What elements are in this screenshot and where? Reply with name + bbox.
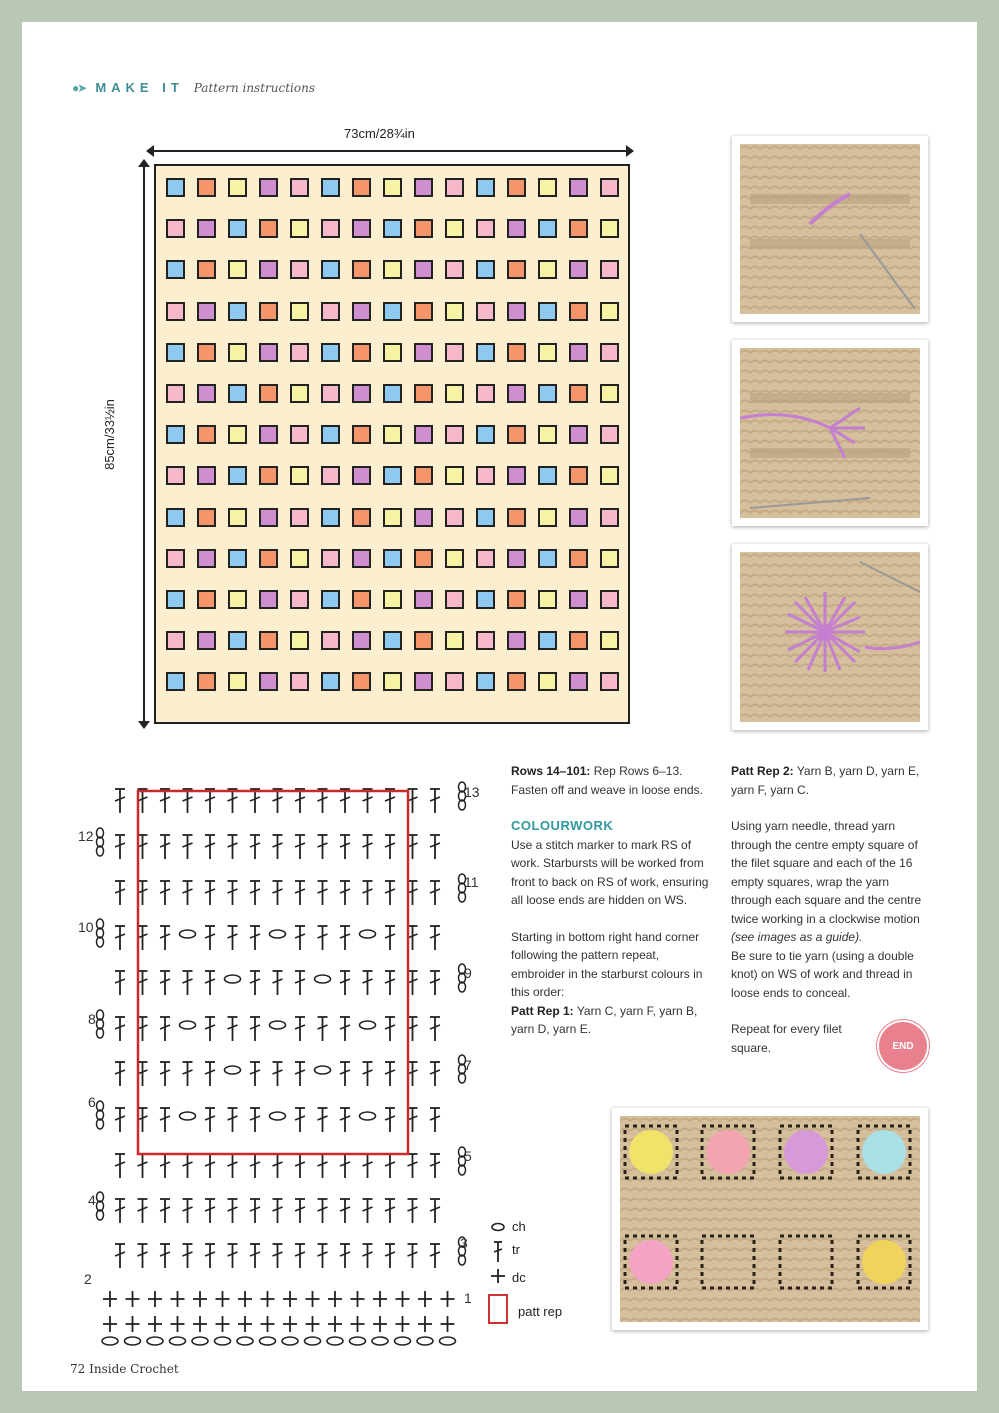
blanket-square xyxy=(414,425,433,444)
blanket-square xyxy=(445,590,464,609)
text-column-1 xyxy=(511,762,711,1039)
instruction-paragraph-2: Be sure to tie yarn (using a double knot) on WS of work and thread in loose ends to conceal. xyxy=(731,948,914,1000)
blanket-square xyxy=(538,178,557,197)
blanket-square xyxy=(507,549,526,568)
chain-stitch xyxy=(125,1337,141,1345)
blanket-square xyxy=(383,343,402,362)
blanket-square xyxy=(383,302,402,321)
blanket-square xyxy=(166,178,185,197)
blanket-square xyxy=(383,631,402,650)
blanket-square xyxy=(538,549,557,568)
chain-stitch xyxy=(180,1112,196,1120)
blanket-square xyxy=(507,260,526,279)
blanket-square xyxy=(600,302,619,321)
blanket-square xyxy=(445,178,464,197)
blanket-square xyxy=(228,343,247,362)
step-photo-2-image xyxy=(740,348,920,518)
blanket-square xyxy=(352,260,371,279)
blanket-square xyxy=(507,631,526,650)
blanket-square xyxy=(383,466,402,485)
row-number: 8 xyxy=(88,1011,96,1027)
blanket-square xyxy=(228,260,247,279)
chain-stitch xyxy=(440,1337,456,1345)
blanket-square xyxy=(228,631,247,650)
blanket-square xyxy=(166,508,185,527)
blanket-square xyxy=(569,425,588,444)
page xyxy=(22,22,977,1391)
blanket-square xyxy=(228,384,247,403)
blanket-square xyxy=(352,631,371,650)
blanket-square xyxy=(538,590,557,609)
blanket-square xyxy=(507,343,526,362)
blanket-square xyxy=(259,219,278,238)
height-label: 85cm/33½in xyxy=(101,399,117,470)
blanket-square xyxy=(414,178,433,197)
row-number: 13 xyxy=(464,784,480,800)
chain-stitch xyxy=(350,1337,366,1345)
step-photo-1-image xyxy=(740,144,920,314)
row-number: 2 xyxy=(84,1271,92,1287)
key-dc: dc xyxy=(512,1270,526,1285)
blanket-square xyxy=(290,384,309,403)
blanket-square xyxy=(414,384,433,403)
chain-stitch xyxy=(372,1337,388,1345)
height-arrow xyxy=(143,165,145,723)
blanket-square xyxy=(321,178,340,197)
blanket-square xyxy=(600,219,619,238)
blanket-square xyxy=(569,590,588,609)
row-number: 3 xyxy=(460,1235,468,1251)
blanket-square xyxy=(259,549,278,568)
blanket-square xyxy=(321,343,340,362)
blanket-square xyxy=(600,425,619,444)
blanket-square xyxy=(352,590,371,609)
magazine-name: Inside Crochet xyxy=(89,1362,179,1376)
blanket-square xyxy=(197,178,216,197)
blanket-square xyxy=(166,302,185,321)
chain-stitch xyxy=(192,1337,208,1345)
blanket-square xyxy=(507,219,526,238)
blanket-square xyxy=(569,302,588,321)
blanket-square xyxy=(538,302,557,321)
chain-stitch xyxy=(215,1337,231,1345)
chain-stitch xyxy=(260,1337,276,1345)
blanket-square xyxy=(259,343,278,362)
blanket-square xyxy=(321,425,340,444)
blanket-square xyxy=(445,672,464,691)
colourwork-paragraph-1: Use a stitch marker to mark RS of work. Starbursts will be worked from front to back on RS of work, ensuring all loose ends are hidden on WS. xyxy=(511,837,709,907)
blanket-square xyxy=(414,466,433,485)
blanket-square xyxy=(569,343,588,362)
blanket-square xyxy=(600,178,619,197)
blanket-square xyxy=(414,631,433,650)
blanket-square xyxy=(352,343,371,362)
blanket-square xyxy=(259,672,278,691)
instruction-paragraph-3: Repeat for every filet square. xyxy=(731,1022,842,1055)
blanket-square xyxy=(259,466,278,485)
blanket-square xyxy=(259,260,278,279)
blanket-square xyxy=(197,466,216,485)
chain-stitch xyxy=(270,1021,286,1029)
blanket-square xyxy=(290,425,309,444)
blanket-square xyxy=(290,178,309,197)
blanket-square xyxy=(414,343,433,362)
blanket-square xyxy=(600,384,619,403)
blanket-square xyxy=(414,508,433,527)
blanket-square xyxy=(538,466,557,485)
chain-stitch xyxy=(327,1337,343,1345)
blanket-square xyxy=(538,425,557,444)
chain-stitch xyxy=(315,975,331,983)
blanket-square xyxy=(383,672,402,691)
chain-stitch xyxy=(180,930,196,938)
blanket-square xyxy=(414,260,433,279)
blanket-square xyxy=(352,302,371,321)
blanket-square xyxy=(507,302,526,321)
blanket-square xyxy=(321,260,340,279)
blanket-square xyxy=(414,302,433,321)
blanket-square xyxy=(228,466,247,485)
blanket-square xyxy=(259,631,278,650)
step-photo-1 xyxy=(732,136,928,322)
key-symbols xyxy=(488,1217,508,1327)
row-number: 7 xyxy=(464,1057,472,1073)
key-patt-rep: patt rep xyxy=(518,1304,563,1319)
blanket-square xyxy=(228,549,247,568)
blanket-square xyxy=(569,260,588,279)
blanket-square xyxy=(228,672,247,691)
blanket-square xyxy=(538,260,557,279)
blanket-square xyxy=(228,302,247,321)
blanket-square xyxy=(383,178,402,197)
blanket-square xyxy=(321,219,340,238)
blanket-square xyxy=(259,425,278,444)
blanket-square xyxy=(476,302,495,321)
blanket-square xyxy=(290,672,309,691)
chain-stitch xyxy=(417,1337,433,1345)
blanket-square xyxy=(321,590,340,609)
chain-stitch xyxy=(225,975,241,983)
page-number: 72 xyxy=(70,1362,86,1376)
blanket-square xyxy=(228,508,247,527)
blanket-square xyxy=(600,590,619,609)
chain-stitch xyxy=(237,1337,253,1345)
blanket-square xyxy=(538,508,557,527)
rows-instruction: Rows 14–101: Rep Rows 6–13. Fasten off and weave in loose ends. xyxy=(511,764,703,797)
blanket-square xyxy=(290,590,309,609)
blanket-square xyxy=(538,384,557,403)
blanket-square xyxy=(507,590,526,609)
blanket-square xyxy=(290,302,309,321)
blanket-square xyxy=(476,343,495,362)
blanket-square xyxy=(476,590,495,609)
blanket-square xyxy=(600,260,619,279)
blanket-square xyxy=(290,631,309,650)
chain-stitch xyxy=(180,1021,196,1029)
blanket-square xyxy=(600,508,619,527)
blanket-diagram xyxy=(154,164,630,724)
width-label: 73cm/28¾in xyxy=(344,126,415,141)
blanket-square xyxy=(197,302,216,321)
blanket-square xyxy=(414,672,433,691)
row-number: 11 xyxy=(464,874,479,890)
chain-stitch xyxy=(170,1337,186,1345)
blanket-square xyxy=(383,425,402,444)
blanket-square xyxy=(538,672,557,691)
blanket-square xyxy=(166,384,185,403)
blanket-square xyxy=(445,343,464,362)
colourwork-heading: COLOURWORK xyxy=(511,818,614,833)
row-number: 9 xyxy=(464,965,472,981)
blanket-square xyxy=(197,672,216,691)
blanket-square xyxy=(569,631,588,650)
blanket-square xyxy=(476,178,495,197)
blanket-square xyxy=(166,466,185,485)
blanket-square xyxy=(569,508,588,527)
crochet-chart xyxy=(92,764,492,1349)
blanket-square xyxy=(259,384,278,403)
blanket-square xyxy=(321,508,340,527)
chain-stitch xyxy=(282,1337,298,1345)
blanket-square xyxy=(476,219,495,238)
blanket-square xyxy=(228,178,247,197)
blanket-square xyxy=(259,302,278,321)
chain-stitch xyxy=(270,930,286,938)
blanket-square xyxy=(259,178,278,197)
blanket-square xyxy=(290,343,309,362)
blanket-square xyxy=(383,260,402,279)
blanket-square xyxy=(445,466,464,485)
blanket-square xyxy=(414,549,433,568)
blanket-square xyxy=(321,466,340,485)
blanket-square xyxy=(538,343,557,362)
blanket-square xyxy=(600,631,619,650)
blanket-square xyxy=(414,219,433,238)
blanket-square xyxy=(569,384,588,403)
blanket-square xyxy=(290,260,309,279)
chain-stitch xyxy=(270,1112,286,1120)
blanket-square xyxy=(352,466,371,485)
row-number: 5 xyxy=(464,1148,472,1164)
blanket-square xyxy=(321,302,340,321)
blanket-square xyxy=(507,425,526,444)
blanket-square xyxy=(228,219,247,238)
finished-photo-image xyxy=(620,1116,920,1322)
blanket-square xyxy=(166,631,185,650)
blanket-square xyxy=(445,508,464,527)
blanket-square xyxy=(321,631,340,650)
blanket-square xyxy=(259,590,278,609)
blanket-square xyxy=(352,425,371,444)
blanket-square xyxy=(290,508,309,527)
blanket-square xyxy=(383,219,402,238)
blanket-square xyxy=(476,672,495,691)
blanket-square xyxy=(166,343,185,362)
blanket-square xyxy=(445,302,464,321)
blanket-square xyxy=(476,466,495,485)
blanket-square xyxy=(383,384,402,403)
blanket-square xyxy=(166,425,185,444)
blanket-square xyxy=(600,672,619,691)
blanket-square xyxy=(476,384,495,403)
blanket-square xyxy=(476,425,495,444)
step-photo-2 xyxy=(732,340,928,526)
row-number: 10 xyxy=(78,919,94,935)
blanket-square xyxy=(352,384,371,403)
blanket-square xyxy=(507,508,526,527)
blanket-square xyxy=(507,672,526,691)
blanket-square xyxy=(197,425,216,444)
blanket-square xyxy=(352,508,371,527)
blanket-square xyxy=(259,508,278,527)
width-arrow xyxy=(152,150,628,152)
blanket-square xyxy=(197,590,216,609)
instruction-paragraph-1: Using yarn needle, thread yarn through the centre empty square of the filet square and each of the 16 empty squares, wrap the yarn through each square and the centre twice working in a clockwise motion (see images as a guide). xyxy=(731,819,922,944)
blanket-square xyxy=(352,672,371,691)
row-number: 4 xyxy=(88,1192,96,1208)
blanket-square xyxy=(538,631,557,650)
chain-stitch xyxy=(360,1112,376,1120)
blanket-square xyxy=(445,384,464,403)
blanket-square xyxy=(383,590,402,609)
key-ch: ch xyxy=(512,1219,526,1234)
section-header xyxy=(72,80,315,95)
blanket-square xyxy=(600,466,619,485)
blanket-square xyxy=(197,260,216,279)
blanket-square xyxy=(507,466,526,485)
chain-stitch xyxy=(315,1066,331,1074)
step-photo-3 xyxy=(732,544,928,730)
blanket-square xyxy=(228,590,247,609)
blanket-square xyxy=(290,549,309,568)
chain-stitch xyxy=(305,1337,321,1345)
step-photo-3-image xyxy=(740,552,920,722)
text-column-2 xyxy=(731,762,931,1057)
blanket-square xyxy=(569,549,588,568)
row-number: 1 xyxy=(464,1290,472,1306)
blanket-square xyxy=(569,178,588,197)
chain-stitch xyxy=(360,930,376,938)
arrow-icon: ●➤ xyxy=(72,80,86,95)
blanket-square xyxy=(197,384,216,403)
blanket-square xyxy=(569,672,588,691)
blanket-square xyxy=(166,549,185,568)
blanket-square xyxy=(476,508,495,527)
blanket-square xyxy=(445,219,464,238)
section-title: MAKE IT xyxy=(95,80,184,95)
blanket-square xyxy=(383,508,402,527)
chain-stitch xyxy=(102,1337,118,1345)
blanket-square xyxy=(197,219,216,238)
blanket-square xyxy=(476,549,495,568)
blanket-square xyxy=(600,549,619,568)
blanket-square xyxy=(197,549,216,568)
end-badge: END xyxy=(879,1022,927,1070)
blanket-square xyxy=(321,384,340,403)
blanket-square xyxy=(321,549,340,568)
blanket-square xyxy=(166,590,185,609)
patt-rep-1: Patt Rep 1: Yarn C, yarn F, yarn B, yarn D, yarn E. xyxy=(511,1003,698,1036)
blanket-square xyxy=(383,549,402,568)
blanket-square xyxy=(166,219,185,238)
blanket-square xyxy=(290,466,309,485)
chain-stitch xyxy=(225,1066,241,1074)
blanket-square xyxy=(352,549,371,568)
blanket-square xyxy=(197,343,216,362)
blanket-square xyxy=(228,425,247,444)
blanket-square xyxy=(197,631,216,650)
blanket-square xyxy=(445,425,464,444)
row-number: 12 xyxy=(78,828,94,844)
blanket-square xyxy=(414,590,433,609)
blanket-square xyxy=(476,260,495,279)
blanket-square xyxy=(476,631,495,650)
blanket-square xyxy=(290,219,309,238)
blanket-square xyxy=(569,219,588,238)
row-number: 6 xyxy=(88,1094,96,1110)
blanket-square xyxy=(321,672,340,691)
footer xyxy=(70,1362,179,1376)
finished-photo xyxy=(612,1108,928,1330)
blanket-square xyxy=(166,260,185,279)
blanket-square xyxy=(166,672,185,691)
blanket-square xyxy=(507,178,526,197)
blanket-square xyxy=(538,219,557,238)
section-subtitle: Pattern instructions xyxy=(193,80,315,95)
colourwork-paragraph-2: Starting in bottom right hand corner following the pattern repeat, embroider in the starburst colours in this order: xyxy=(511,929,703,999)
blanket-square xyxy=(600,343,619,362)
patt-rep-2: Patt Rep 2: Yarn B, yarn D, yarn E, yarn F, yarn C. xyxy=(731,764,920,797)
blanket-square xyxy=(507,384,526,403)
chain-stitch xyxy=(395,1337,411,1345)
chain-stitch xyxy=(360,1021,376,1029)
blanket-square xyxy=(352,219,371,238)
blanket-square xyxy=(445,631,464,650)
blanket-square xyxy=(352,178,371,197)
blanket-square xyxy=(445,549,464,568)
blanket-square xyxy=(569,466,588,485)
blanket-square xyxy=(445,260,464,279)
key-tr: tr xyxy=(512,1242,520,1257)
blanket-square xyxy=(197,508,216,527)
chain-stitch xyxy=(147,1337,163,1345)
